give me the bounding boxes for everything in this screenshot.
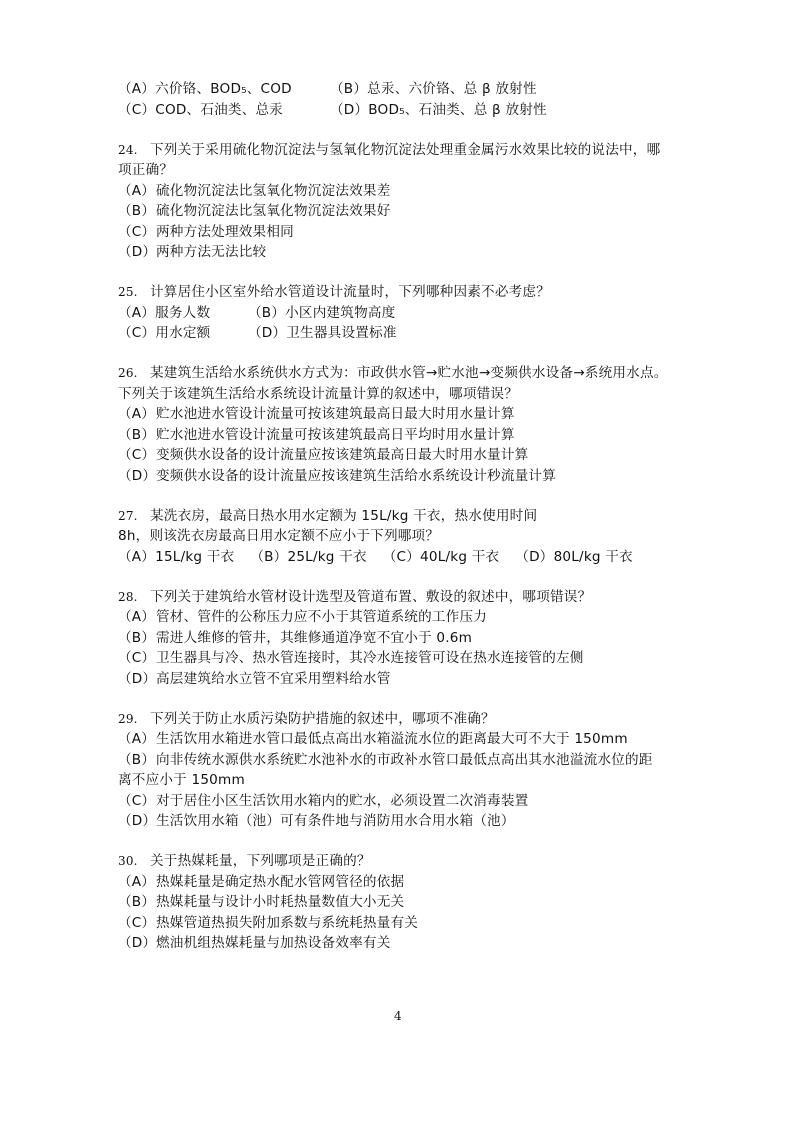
option-d (118, 242, 678, 263)
option-label: （A） (118, 873, 156, 890)
option-d (515, 547, 633, 568)
option-b-cont: 离不应小于 150mm (118, 772, 245, 788)
option-text: 燃油机组热媒耗量与加热设备效率有关 (156, 935, 391, 951)
question-stem-text: 关于热媒耗量，下列哪项是正确的？ (150, 853, 371, 869)
option-text: 15L/kg 干衣 (155, 548, 235, 565)
question-stem-text: 下列关于采用硫化物沉淀法与氢氧化物沉淀法处理重金属污水效果比较的说法中，哪 (150, 141, 661, 158)
option-label: （B） (118, 203, 156, 219)
question-stem-cont: 项正确？ (118, 162, 174, 178)
question-29 (118, 709, 678, 832)
option-label: （A） (118, 609, 156, 625)
option-label: （A） (118, 304, 156, 321)
question-number: 25. (118, 285, 138, 299)
option-label: （A） (118, 548, 156, 565)
option-label: （B） (250, 548, 288, 565)
option-d (118, 811, 678, 832)
option-b (118, 628, 678, 649)
option-text: 两种方法处理效果相同 (156, 223, 294, 240)
page-content (118, 79, 678, 954)
option-b (118, 201, 678, 222)
option-label: （D） (118, 467, 157, 484)
option-text: 两种方法无法比较 (156, 244, 267, 260)
option-label: （C） (118, 914, 156, 931)
option-d (118, 466, 678, 487)
option-label: （C） (118, 325, 156, 341)
option-label: （B） (118, 751, 156, 768)
question-26 (118, 363, 678, 486)
option-c (118, 913, 678, 934)
option-b (248, 303, 395, 324)
question-number: 28. (118, 589, 138, 604)
option-label: （D） (118, 935, 157, 951)
option-label: （D） (118, 244, 157, 260)
prev-question-options-row-1 (118, 79, 678, 100)
options-row (118, 547, 678, 568)
option-label: （B） (248, 304, 286, 321)
option-text: 需进人维修的管井，其维修通道净宽不宜小于 0.6m (156, 629, 473, 646)
prev-question-options-row-2 (118, 100, 678, 121)
option-text: 热媒耗量是确定热水配水管网管径的依据 (156, 873, 405, 890)
option-label: （D） (515, 548, 554, 565)
question-stem-text: 某洗衣房，最高日热水用水定额为 15L/kg 干衣，热水使用时间 (150, 507, 538, 524)
options-row-1 (118, 303, 678, 324)
option-c (118, 445, 678, 466)
option-a (118, 872, 678, 893)
option-text: 卫生器具设置标准 (286, 325, 397, 341)
option-text: 热媒耗量与设计小时耗热量数值大小无关 (156, 894, 405, 910)
question-30 (118, 851, 678, 954)
option-a (118, 607, 678, 628)
option-label: （C） (118, 447, 156, 463)
option-text: 贮水池进水管设计流量可按该建筑最高日最大时用水量计算 (156, 406, 515, 422)
option-a (118, 303, 248, 324)
option-c (118, 648, 678, 669)
option-text: 生活饮用水箱（池）可有条件地与消防用水合用水箱（池） (156, 813, 515, 829)
question-stem-cont: 8h，则该洗衣房最高日用水定额不应小于下列哪项？ (118, 528, 440, 544)
option-text: 硫化物沉淀法比氢氧化物沉淀法效果好 (156, 203, 391, 219)
option-label: （B） (118, 426, 156, 443)
option-label: （A） (118, 182, 156, 199)
option-text: 贮水池进水管设计流量可按该建筑最高日平均时用水量计算 (156, 426, 515, 443)
question-stem (118, 709, 678, 730)
prev-option-b: （B）总汞、六价铬、总 β 放射性 (330, 81, 537, 97)
question-stem (118, 506, 678, 527)
option-d (118, 933, 678, 954)
option-text: 硫化物沉淀法比氢氧化物沉淀法效果差 (156, 182, 391, 199)
question-stem-cont: 下列关于该建筑生活给水系统设计流量计算的叙述中，哪项错误？ (118, 385, 519, 402)
option-label: （C） (382, 548, 421, 565)
option-label: （C） (118, 792, 156, 809)
option-a (118, 404, 678, 425)
prev-option-a: （A）六价铬、BOD₅、COD (118, 81, 292, 97)
page-number: 4 (394, 1009, 402, 1023)
option-c (118, 323, 248, 344)
question-stem (118, 587, 678, 608)
option-label: （D） (118, 670, 157, 687)
option-text: 用水定额 (155, 325, 211, 341)
option-b (118, 750, 678, 771)
option-text: 卫生器具与冷、热水管连接时，其冷水连接管可设在热水连接管的左侧 (156, 650, 584, 666)
question-stem-text: 下列关于建筑给水管材设计选型及管道布置、敷设的叙述中，哪项错误？ (150, 588, 592, 605)
option-b (118, 425, 678, 446)
question-number: 27. (118, 508, 138, 523)
prev-option-c: （C）COD、石油类、总汞 (118, 101, 284, 118)
question-stem (118, 851, 678, 872)
option-label: （D） (118, 813, 157, 829)
option-c (118, 222, 678, 243)
question-number: 29. (118, 711, 138, 726)
question-stem-text: 计算居住小区室外给水管道设计流量时，下列哪种因素不必考虑？ (150, 284, 551, 300)
option-text: 25L/kg 干衣 (287, 548, 367, 565)
question-stem (118, 282, 678, 303)
option-label: （A） (118, 731, 156, 747)
question-stem-text: 某建筑生活给水系统供水方式为：市政供水管→贮水池→变频供水设备→系统用水点。 (150, 365, 668, 381)
option-d (118, 669, 678, 690)
question-number: 30. (118, 854, 138, 868)
question-24 (118, 140, 678, 263)
question-stem (118, 140, 678, 161)
question-27 (118, 506, 678, 568)
option-label: （D） (248, 325, 287, 341)
option-text: 对于居住小区生活饮用水箱内的贮水，必须设置二次消毒装置 (156, 792, 529, 809)
option-label: （A） (118, 406, 156, 422)
option-text: 变频供水设备的设计流量应按该建筑生活给水系统设计秒流量计算 (156, 467, 557, 484)
option-label: （C） (118, 650, 156, 666)
option-a (118, 729, 678, 750)
question-number: 24. (118, 142, 138, 157)
option-a (118, 181, 678, 202)
question-25 (118, 282, 678, 344)
question-stem-text: 下列关于防止水质污染防护措施的叙述中，哪项不准确？ (150, 710, 495, 727)
option-text: 向非传统水源供水系统贮水池补水的市政补水管口最低点高出其水池溢流水位的距 (156, 751, 653, 768)
option-text: 生活饮用水箱进水管口最低点高出水箱溢流水位的距离最大可不大于 150mm (156, 731, 628, 747)
prev-option-d: （D）BOD₅、石油类、总 β 放射性 (330, 101, 547, 118)
option-text: 80L/kg 干衣 (553, 548, 633, 565)
option-label: （B） (118, 629, 156, 646)
option-text: 小区内建筑物高度 (285, 304, 396, 321)
option-label: （C） (118, 223, 156, 240)
option-b (250, 547, 366, 568)
option-text: 高层建筑给水立管不宜采用塑料给水管 (156, 670, 391, 687)
option-c (383, 547, 500, 568)
option-text: 管材、管件的公称压力应不小于其管道系统的工作压力 (156, 609, 488, 625)
option-label: （B） (118, 894, 156, 910)
option-text: 热媒管道热损失附加系数与系统耗热量有关 (156, 914, 419, 931)
option-text: 服务人数 (155, 304, 211, 321)
option-a (118, 547, 234, 568)
option-text: 40L/kg 干衣 (420, 548, 500, 565)
option-d (248, 323, 397, 344)
options-row-2 (118, 323, 678, 344)
question-28 (118, 587, 678, 690)
option-text: 变频供水设备的设计流量应按该建筑最高日最大时用水量计算 (156, 447, 529, 463)
question-stem (118, 363, 678, 384)
option-c (118, 791, 678, 812)
option-b (118, 892, 678, 913)
question-number: 26. (118, 366, 138, 380)
